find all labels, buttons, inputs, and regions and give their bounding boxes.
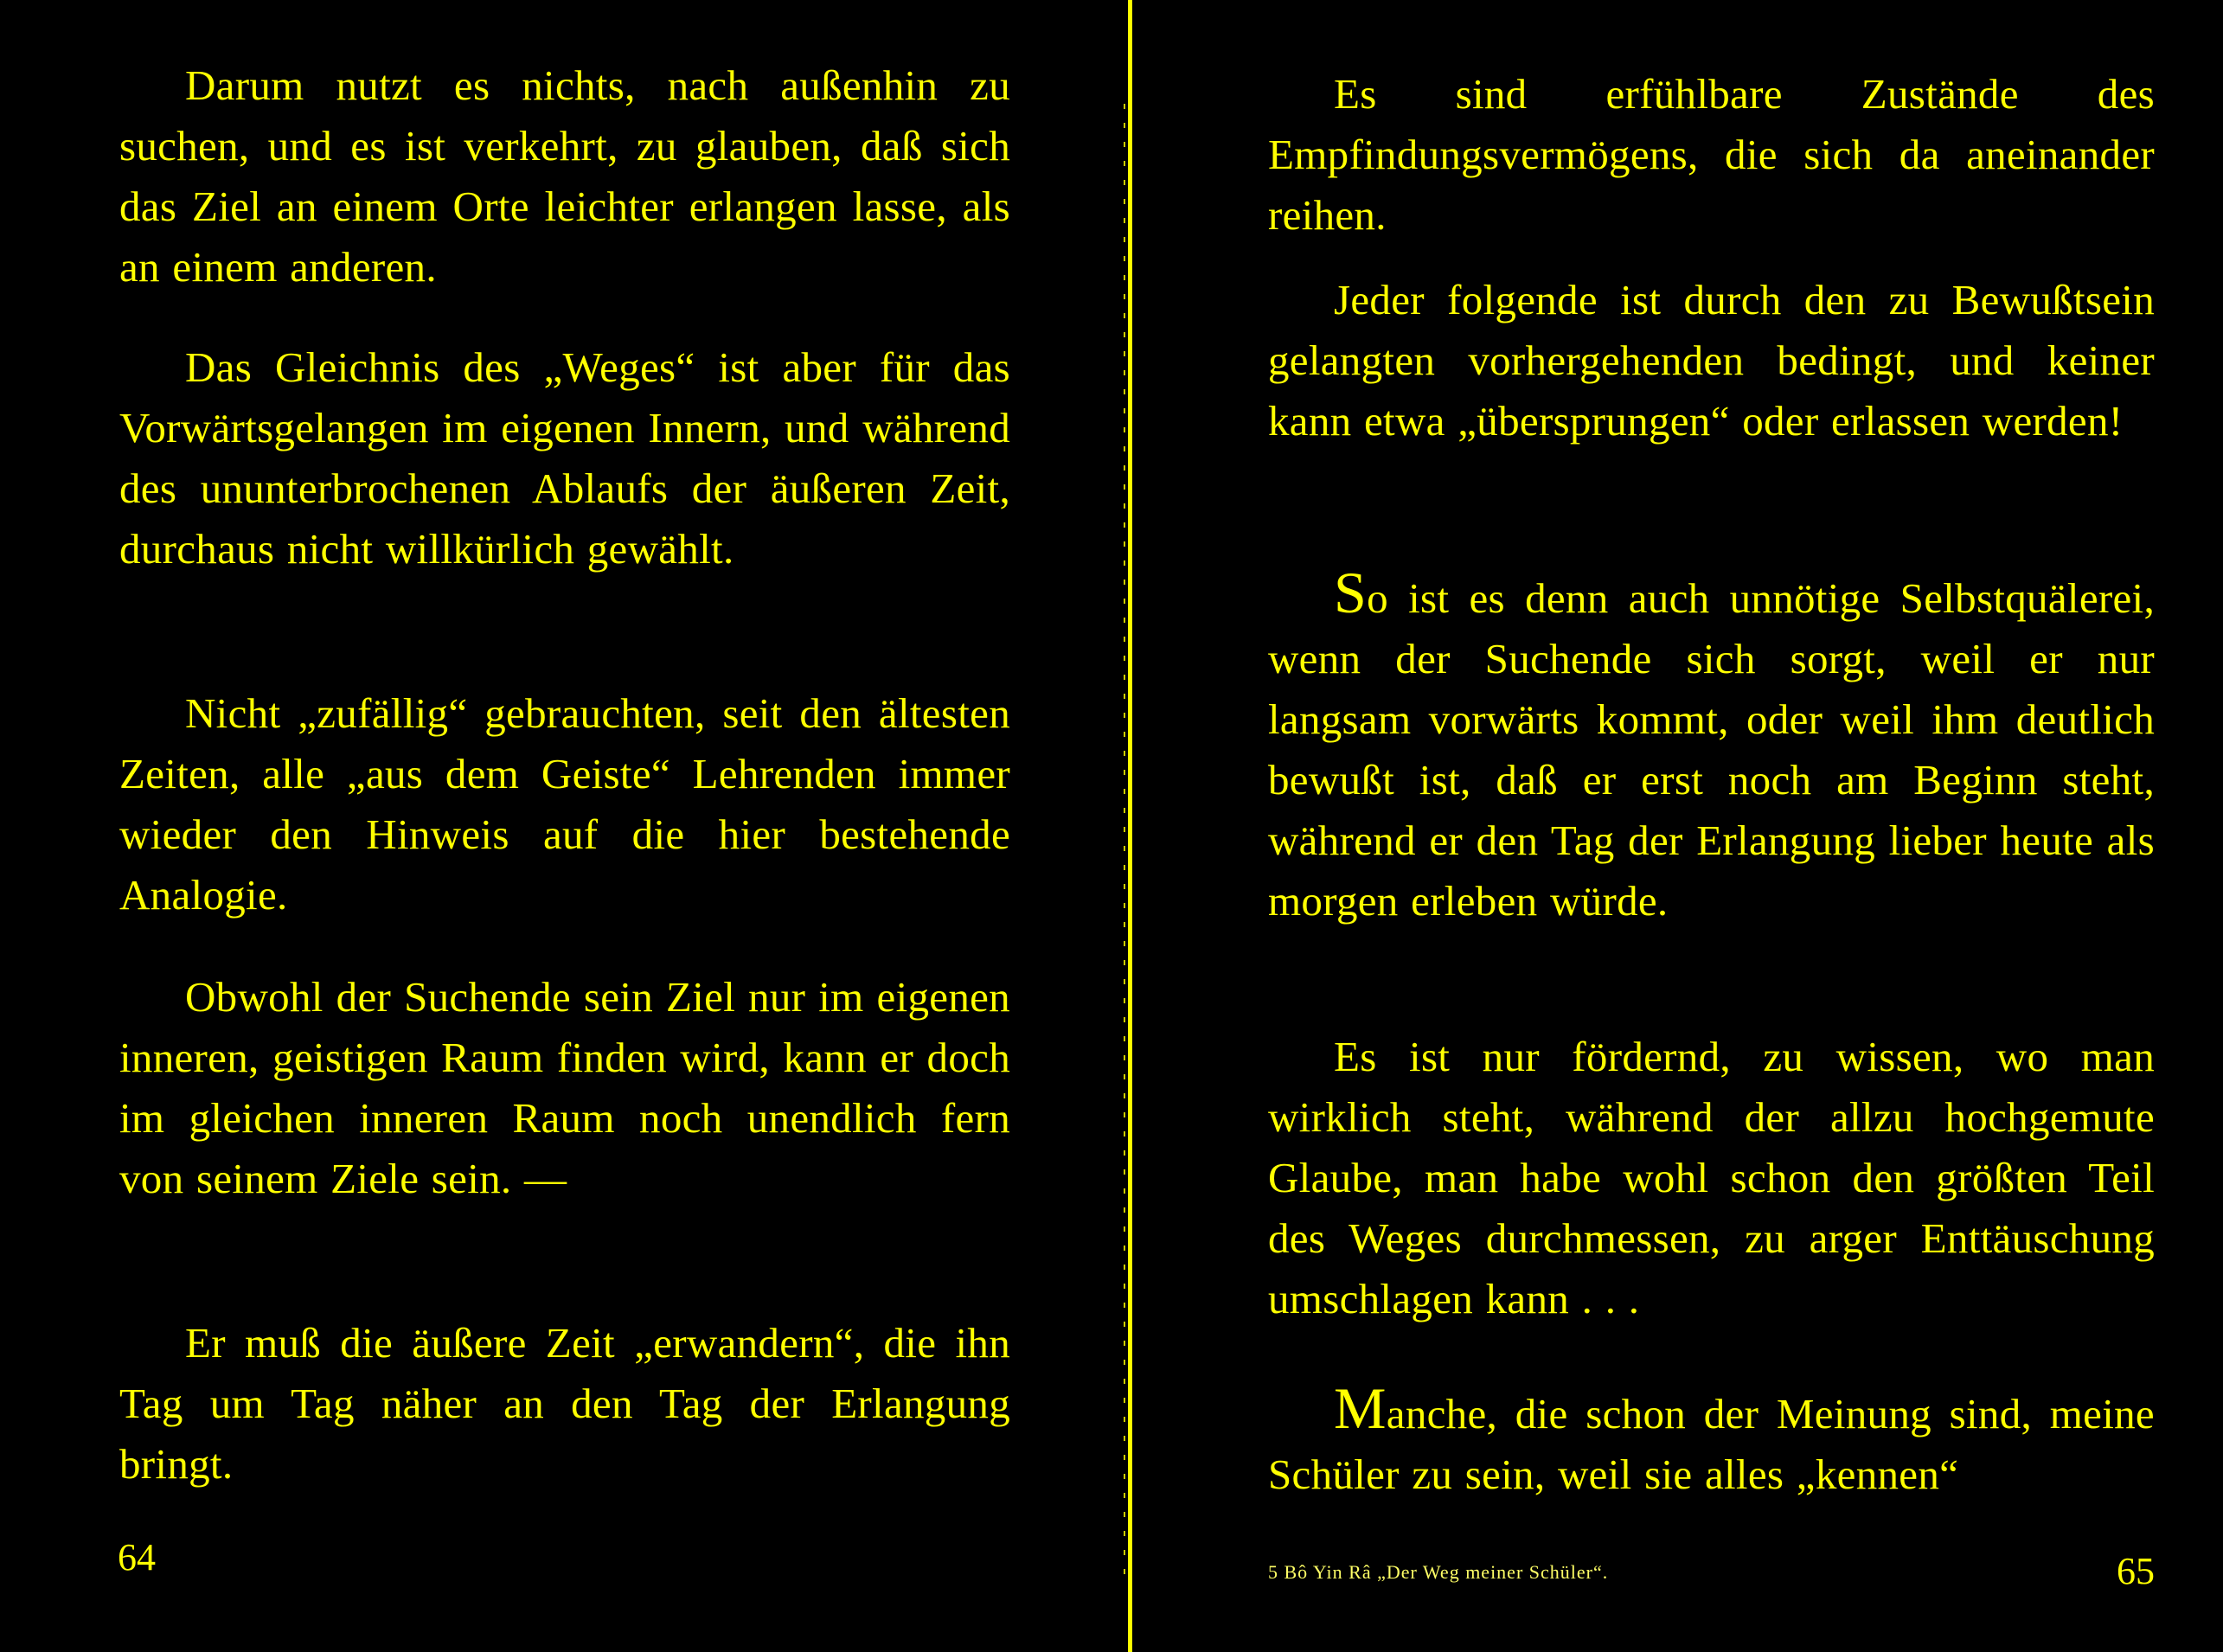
left-page	[119, 0, 1010, 1652]
drop-cap: S	[1334, 560, 1368, 625]
paragraph-text: anche, die schon der Meinung sind, meine Schüler zu sein, weil sie alles „kennen“	[1268, 1390, 2155, 1498]
paragraph-with-dropcap	[1268, 560, 2155, 932]
paragraph-with-dropcap	[1268, 1375, 2155, 1505]
printer-signature: 5 Bô Yin Râ „Der Weg meiner Schüler“.	[1268, 1561, 1609, 1583]
paragraph: Es ist nur fördernd, zu wissen, wo man wirklich steht, während der allzu hochgemute Glaube, man habe wohl schon den größten Teil des Weges durchmessen, zu arger Enttäuschung umschlagen kann . . .	[1268, 1033, 2155, 1322]
paragraph: Nicht „zufällig“ gebrauchten, seit den ältesten Zeiten, alle „aus dem Geiste“ Lehrenden immer wieder den Hinweis auf die hier bestehende Analogie.	[119, 689, 1010, 919]
drop-cap: M	[1334, 1375, 1387, 1441]
paragraph: Jeder folgende ist durch den zu Bewußtsein gelangten vorhergehenden bedingt, und keiner kann etwa „übersprungen“ oder erlassen werden!	[1268, 276, 2155, 445]
page-number-right: 65	[2117, 1550, 2155, 1592]
spine-line	[1128, 0, 1132, 1652]
paragraph-text: o ist es denn auch unnötige Selbstquälerei, wenn der Suchende sich sorgt, weil er nur langsam vorwärts kommt, oder weil ihm deutlich bewußt ist, daß er erst noch am Beginn steht, während er den Tag der Erlangung lieber heute als morgen erleben würde.	[1268, 574, 2155, 925]
paragraph: Er muß die äußere Zeit „erwandern“, die ihn Tag um Tag näher an den Tag der Erlangung bringt.	[119, 1319, 1010, 1488]
page-number-left: 64	[118, 1536, 156, 1578]
paragraph: Obwohl der Suchende sein Ziel nur im eigenen inneren, geistigen Raum finden wird, kann er doch im gleichen inneren Raum noch unendlich fern von seinem Ziele sein. —	[119, 973, 1010, 1202]
paragraph: Darum nutzt es nichts, nach außenhin zu suchen, und es ist verkehrt, zu glauben, daß sich das Ziel an einem Orte leichter erlangen lasse, als an einem anderen.	[119, 61, 1010, 291]
paragraph: Das Gleichnis des „Weges“ ist aber für das Vorwärtsgelangen im eigenen Innern, und während des ununterbrochenen Ablaufs der äußeren Zeit, durchaus nicht willkürlich gewählt.	[119, 343, 1010, 573]
book-spine	[1123, 0, 1137, 1652]
right-page	[1268, 0, 2155, 1652]
paragraph: Es sind erfühlbare Zustände des Empfindungsvermögens, die sich da aneinander reihen.	[1268, 70, 2155, 239]
spine-edge	[1124, 104, 1125, 1574]
